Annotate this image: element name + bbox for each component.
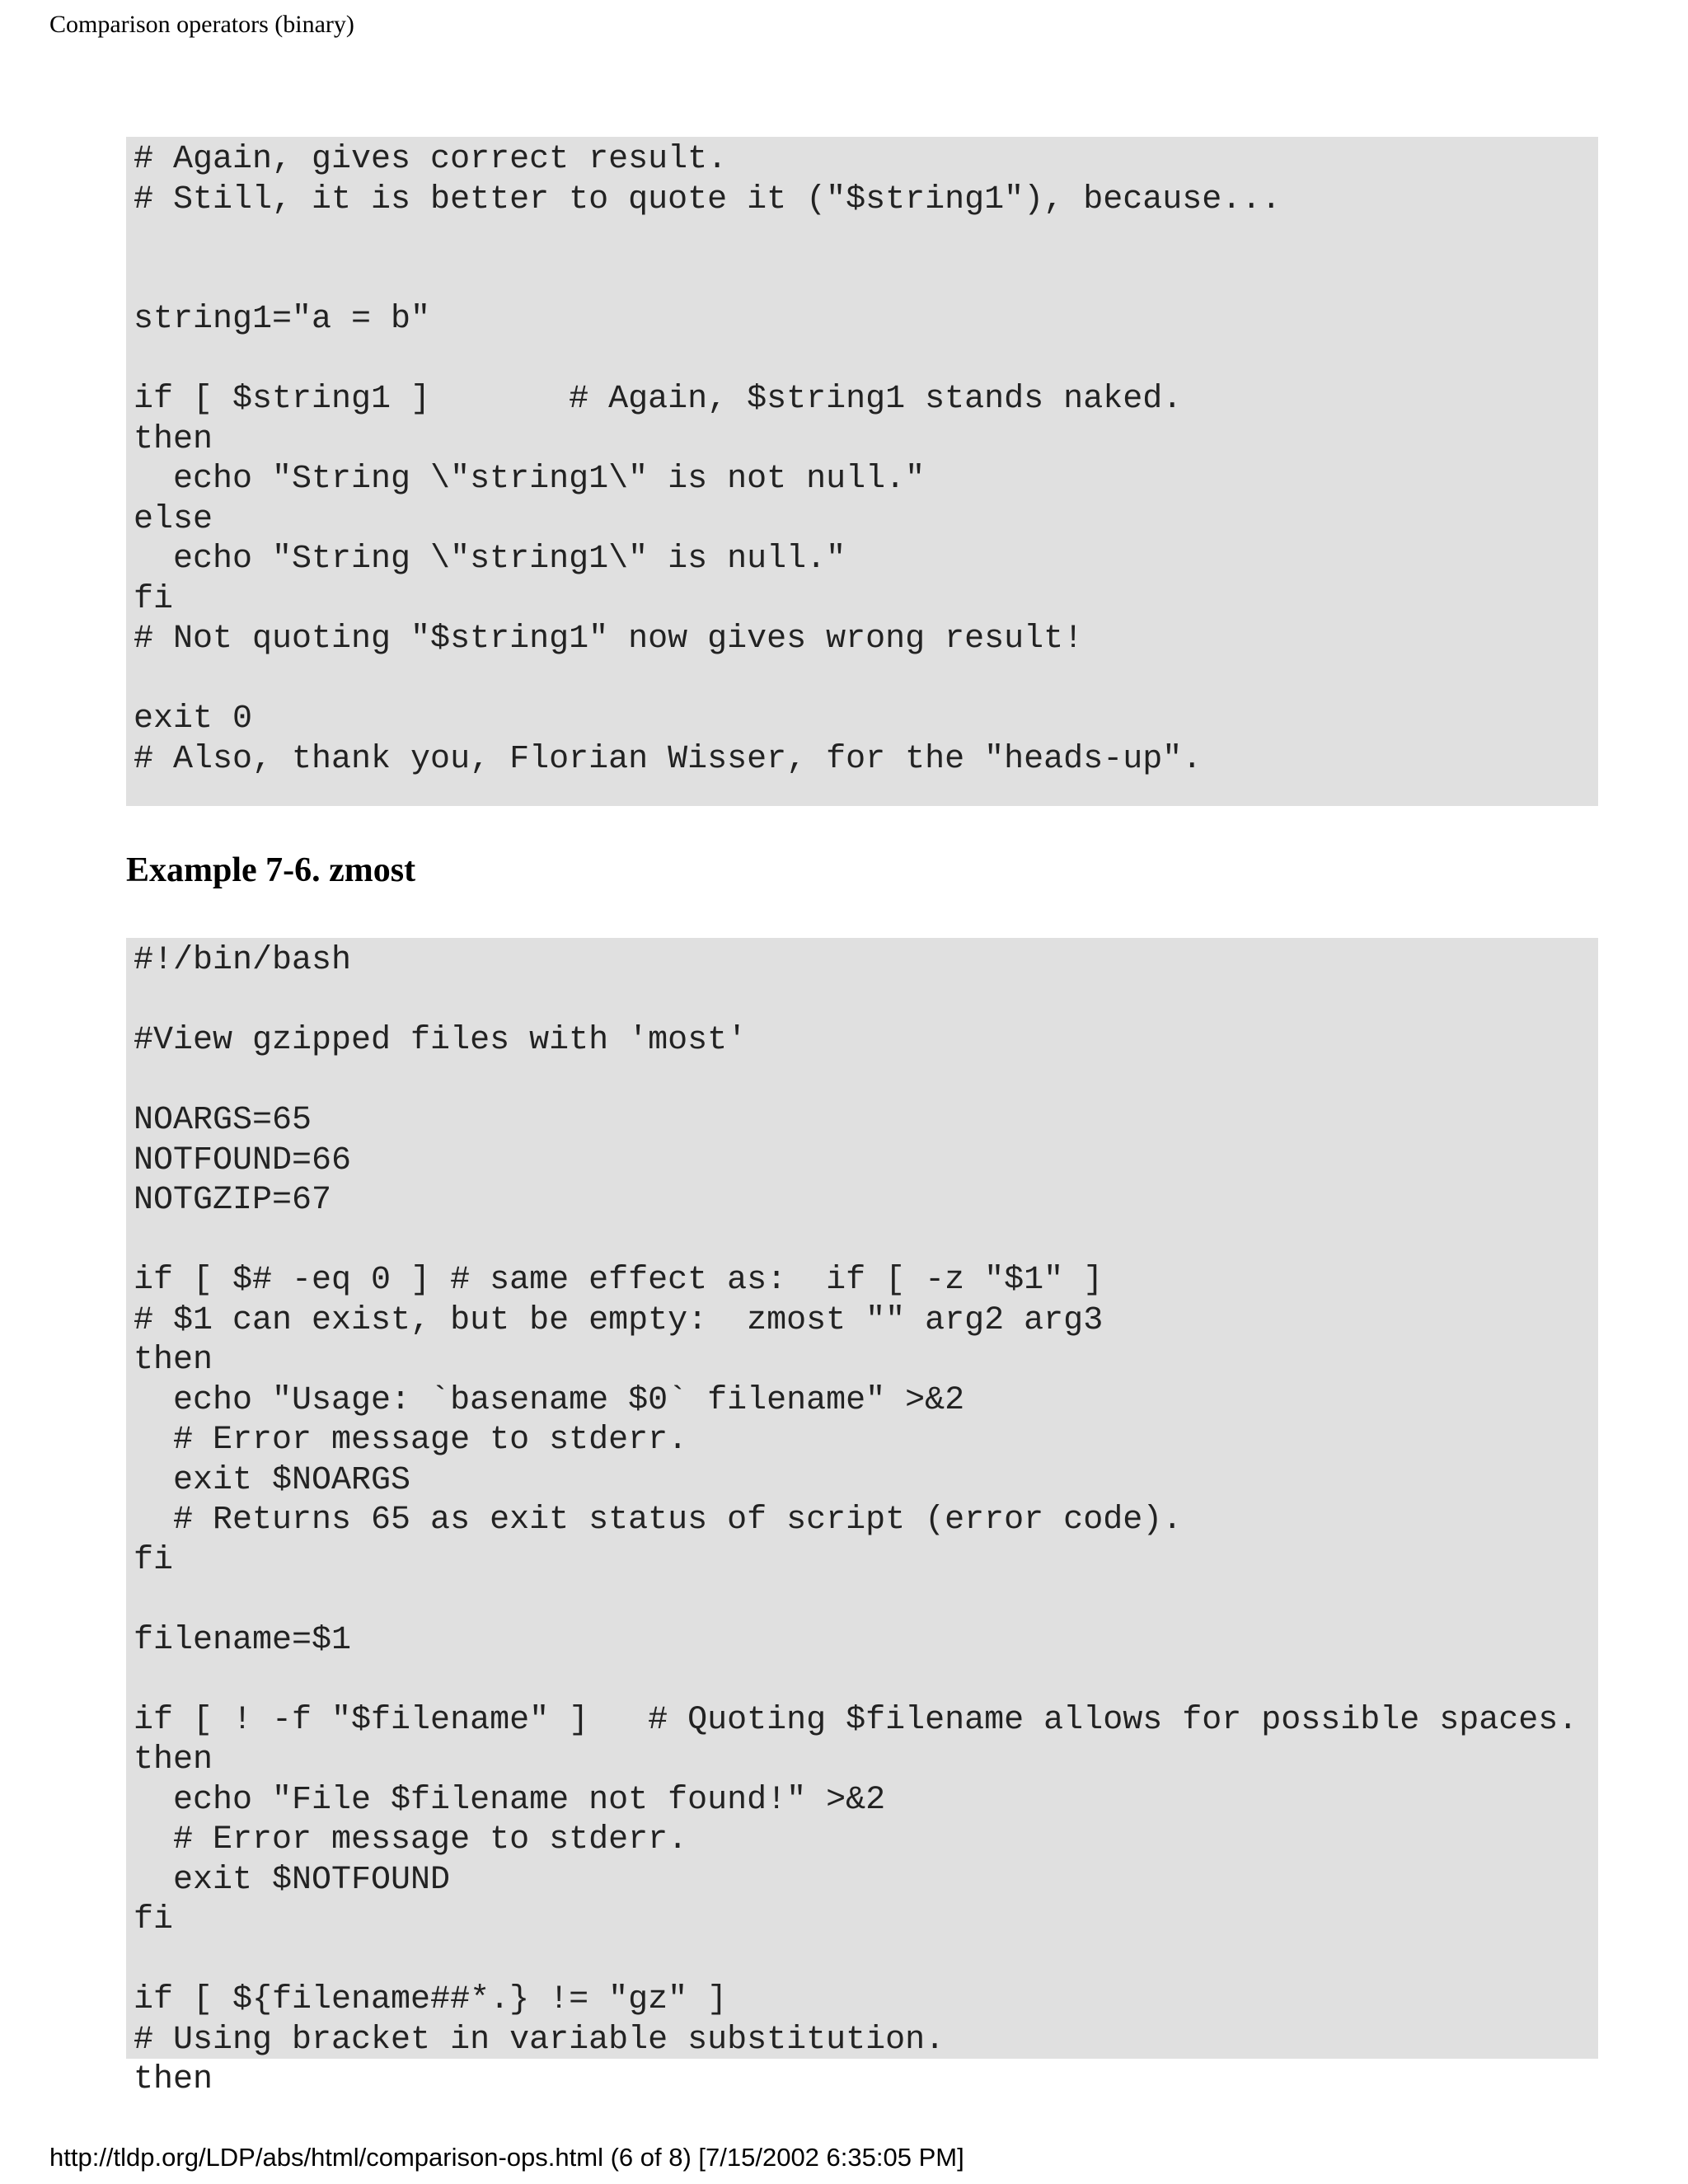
page-footer-url: http://tldp.org/LDP/abs/html/comparison-ops.html (6 of 8) [7/15/2002 6:35:05 PM] bbox=[49, 2143, 964, 2172]
code-listing: #!/bin/bash #View gzipped files with 'most' NOARGS=65 NOTFOUND=66 NOTGZIP=67 if [ $# -eq 0 ] # same effect as: if [ -z "$1" ] # $1 can exist, but be empty: zmost "" arg2 arg3 then echo "Usage: `basename $0` filename" >&2 # Error message to stderr. exit $NOARGS # Returns 65 as exit status of script (error code). fi filename=$1 if [ ! -f "$filename" ] # Quoting $filename allows for possible spaces. then echo "File $filename not found!" >&2 # Error message to stderr. exit $NOTFOUND fi if [ ${filename##*.} != "gz" ] # Using bracket in variable substitution. then bbox=[134, 942, 1578, 2098]
code-block-zmost bbox=[126, 938, 1598, 2098]
example-title: Example 7-6. zmost bbox=[126, 851, 416, 889]
code-block-string-test bbox=[126, 137, 1598, 806]
page-header: Comparison operators (binary) bbox=[49, 11, 354, 38]
code-listing: # Again, gives correct result. # Still, it is better to quote it ("$string1"), because... string1="a = b" if [ $string1 ] # Again, $string1 stands naked. then echo "String \"string1\" is not null." else echo "String \"string1\" is null." fi # Not quoting "$string1" now gives wrong result! exit 0 # Also, thank you, Florian Wisser, for the "heads-up". bbox=[134, 141, 1282, 778]
